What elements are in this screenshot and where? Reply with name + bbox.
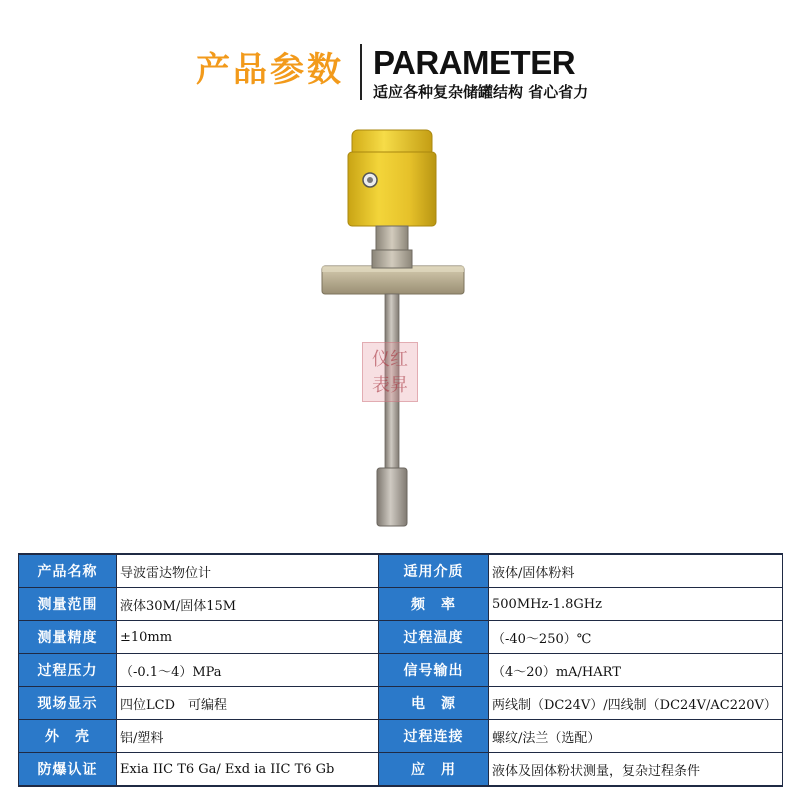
spec-label: 过程温度: [379, 621, 489, 654]
spec-label: 过程压力: [19, 654, 117, 687]
spec-label: 应 用: [379, 753, 489, 787]
spec-label: 外 壳: [19, 720, 117, 753]
spec-label: 产品名称: [19, 554, 117, 588]
spec-value: 四位LCD 可编程: [117, 687, 379, 720]
spec-value: Exia IIC T6 Ga/ Exd ia IIC T6 Gb: [117, 753, 379, 787]
spec-value: 导波雷达物位计: [117, 554, 379, 588]
product-image: [0, 110, 802, 550]
spec-value: （-0.1～4）MPa: [117, 654, 379, 687]
table-row: [19, 654, 783, 687]
guided-wave-radar-illustration: [0, 110, 802, 550]
spec-value: 液体及固体粉状测量，复杂过程条件: [489, 753, 783, 787]
spec-value: （-40～250）℃: [489, 621, 783, 654]
spec-table: [18, 553, 783, 787]
table-row: [19, 554, 783, 588]
title-chinese: 产品参数: [196, 50, 344, 90]
spec-value: 500MHz-1.8GHz: [489, 588, 783, 621]
spec-label: 适用介质: [379, 554, 489, 588]
spec-label: 测量精度: [19, 621, 117, 654]
table-row: [19, 753, 783, 787]
spec-label: 电 源: [379, 687, 489, 720]
header: [0, 0, 802, 110]
probe-weight: [377, 468, 407, 526]
spec-label: 频 率: [379, 588, 489, 621]
spec-value: 两线制（DC24V）/四线制（DC24V/AC220V）: [489, 687, 783, 720]
subtitle: 适应各种复杂储罐结构 省心省力: [373, 83, 589, 101]
title-english: PARAMETER: [373, 44, 576, 81]
spec-label: 测量范围: [19, 588, 117, 621]
spec-value: 螺纹/法兰（选配）: [489, 720, 783, 753]
spec-value: 铝/塑料: [117, 720, 379, 753]
title-divider: [360, 44, 362, 100]
spec-label: 过程连接: [379, 720, 489, 753]
spec-value: 液体30M/固体15M: [117, 588, 379, 621]
table-row: [19, 588, 783, 621]
housing-body: [348, 152, 436, 226]
spec-value: ±10mm: [117, 621, 379, 654]
spec-label: 防爆认证: [19, 753, 117, 787]
spec-value: 液体/固体粉料: [489, 554, 783, 588]
table-row: [19, 720, 783, 753]
spec-label: 信号输出: [379, 654, 489, 687]
spec-label: 现场显示: [19, 687, 117, 720]
watermark-seal: 仪红 表昇: [362, 342, 418, 402]
spec-value: （4～20）mA/HART: [489, 654, 783, 687]
table-row: [19, 687, 783, 720]
table-row: [19, 621, 783, 654]
